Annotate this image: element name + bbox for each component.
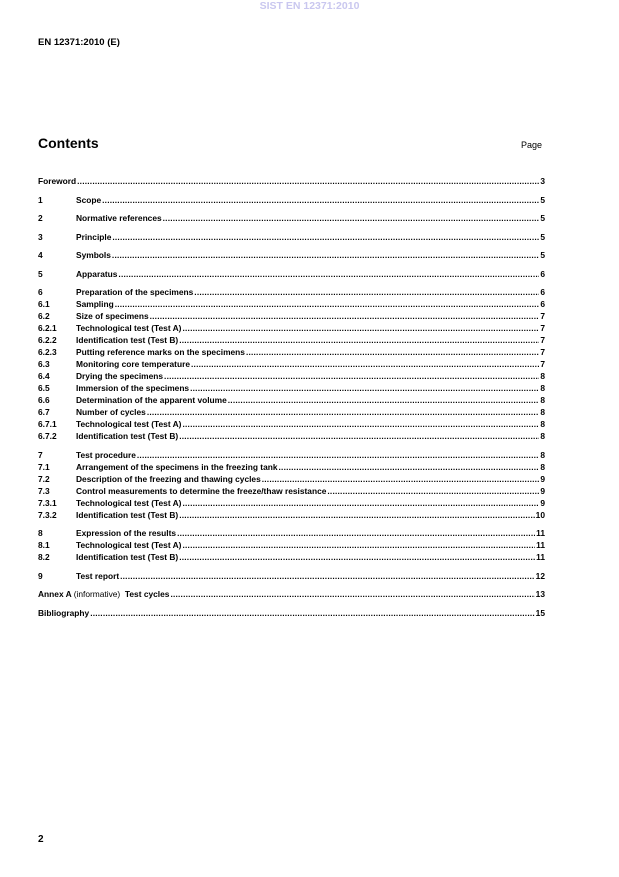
toc-entry-title: Foreword xyxy=(38,176,77,186)
toc-entry[interactable] xyxy=(38,298,545,310)
toc-entry-number: 7.3.2 xyxy=(38,509,57,520)
toc-entry-number: 6 xyxy=(38,287,43,297)
toc-entry[interactable] xyxy=(38,497,545,509)
toc-entry-title: Size of specimens xyxy=(76,311,149,321)
toc-entry-page: 10 xyxy=(535,509,545,520)
toc-entry-number: 6.3 xyxy=(38,359,50,369)
dot-leader xyxy=(120,570,535,582)
toc-entry-title: Test report xyxy=(76,570,120,581)
dot-leader xyxy=(262,473,540,485)
dot-leader xyxy=(170,588,534,600)
toc-entry[interactable] xyxy=(38,449,545,461)
toc-entry-number: 6.1 xyxy=(38,299,50,309)
dot-leader xyxy=(182,322,539,334)
dot-leader xyxy=(118,268,539,280)
table-of-contents xyxy=(38,175,545,625)
dot-leader xyxy=(279,461,540,473)
toc-entry-title: Identification test (Test B) xyxy=(76,335,179,345)
toc-entry[interactable] xyxy=(38,406,545,418)
toc-entry[interactable] xyxy=(38,527,545,539)
dot-leader xyxy=(90,607,534,619)
dot-leader xyxy=(179,509,534,521)
toc-entry[interactable] xyxy=(38,286,545,298)
watermark: SIST EN 12371:2010 xyxy=(259,0,360,12)
toc-entry[interactable] xyxy=(38,194,545,206)
toc-entry[interactable] xyxy=(38,212,545,224)
toc-entry-page: 13 xyxy=(535,589,545,599)
toc-entry-page: 7 xyxy=(540,335,545,345)
dot-leader xyxy=(112,249,539,261)
toc-entry[interactable] xyxy=(38,570,545,582)
toc-entry[interactable] xyxy=(38,418,545,430)
toc-entry-title: Description of the freezing and thawing cycles xyxy=(76,473,261,484)
toc-entry-page: 11 xyxy=(536,540,545,550)
toc-entry[interactable] xyxy=(38,346,545,358)
toc-entry-title: Technological test (Test A) xyxy=(76,497,182,508)
toc-entry-number: 7.3 xyxy=(38,485,50,496)
toc-entry-number: 6.4 xyxy=(38,371,50,381)
toc-entry-page: 8 xyxy=(540,461,545,472)
toc-entry-number: 3 xyxy=(38,231,43,242)
toc-entry-page: 12 xyxy=(535,570,545,581)
toc-entry[interactable] xyxy=(38,430,545,442)
toc-entry[interactable] xyxy=(38,382,545,394)
toc-entry-number: 1 xyxy=(38,194,43,205)
toc-entry-title: Determination of the apparent volume xyxy=(76,395,227,405)
dot-leader xyxy=(179,334,539,346)
toc-entry-page: 11 xyxy=(536,552,545,562)
toc-entry-title: Test procedure xyxy=(76,449,136,460)
toc-entry-title: Monitoring core temperature xyxy=(76,359,191,369)
dot-leader xyxy=(246,346,539,358)
dot-leader xyxy=(182,539,535,551)
toc-entry-number: 6.2.2 xyxy=(38,335,57,345)
toc-entry-number: 8.1 xyxy=(38,540,50,550)
toc-entry-page: 6 xyxy=(540,268,545,279)
toc-entry[interactable] xyxy=(38,175,545,187)
toc-entry-number: 7 xyxy=(38,449,43,460)
toc-group xyxy=(38,449,545,521)
toc-entry-number: 6.2.3 xyxy=(38,347,57,357)
toc-entry-number: 6.7 xyxy=(38,407,50,417)
toc-entry-title xyxy=(38,588,169,600)
toc-entry-title: Apparatus xyxy=(76,268,118,279)
toc-entry[interactable] xyxy=(38,607,545,619)
toc-entry-title: Identification test (Test B) xyxy=(76,552,179,562)
dot-leader xyxy=(147,406,540,418)
toc-entry-number: 6.2.1 xyxy=(38,323,57,333)
toc-entry-page: 7 xyxy=(540,323,545,333)
toc-entry-title: Control measurements to determine the freeze/thaw resistance xyxy=(76,485,327,496)
dot-leader xyxy=(327,485,539,497)
toc-group xyxy=(38,268,545,280)
toc-entry-title: Drying the specimens xyxy=(76,371,164,381)
toc-entry-page: 5 xyxy=(540,231,545,242)
toc-group xyxy=(38,527,545,563)
toc-entry-page: 9 xyxy=(540,497,545,508)
toc-entry-page: 8 xyxy=(540,383,545,393)
dot-leader xyxy=(182,497,539,509)
toc-entry-title: Scope xyxy=(76,194,102,205)
annex-subtitle: Test cycles xyxy=(124,589,170,599)
toc-entry-number: 6.5 xyxy=(38,383,50,393)
dot-leader xyxy=(164,370,539,382)
toc-entry[interactable] xyxy=(38,310,545,322)
dot-leader xyxy=(115,298,540,310)
toc-entry-page: 6 xyxy=(540,299,545,309)
toc-entry-page: 7 xyxy=(540,311,545,321)
toc-group xyxy=(38,607,545,619)
dot-leader xyxy=(190,382,539,394)
toc-entry-title: Bibliography xyxy=(38,607,90,618)
dot-leader xyxy=(179,430,539,442)
dot-leader xyxy=(228,394,540,406)
page-number: 2 xyxy=(38,834,44,845)
toc-entry-title: Identification test (Test B) xyxy=(76,431,179,441)
toc-entry-title: Sampling xyxy=(76,299,114,309)
toc-entry-title: Preparation of the specimens xyxy=(76,287,194,297)
toc-entry[interactable] xyxy=(38,509,545,521)
toc-entry-page: 8 xyxy=(540,431,545,441)
toc-group xyxy=(38,212,545,224)
toc-entry-number: 6.7.2 xyxy=(38,431,57,441)
toc-group xyxy=(38,286,545,442)
toc-entry-page: 8 xyxy=(540,407,545,417)
toc-entry-number: 7.2 xyxy=(38,473,50,484)
toc-entry[interactable] xyxy=(38,588,545,600)
toc-entry-page: 8 xyxy=(540,395,545,405)
toc-entry-page: 3 xyxy=(540,176,545,186)
toc-entry[interactable] xyxy=(38,334,545,346)
toc-entry-number: 6.7.1 xyxy=(38,419,57,429)
toc-entry[interactable] xyxy=(38,322,545,334)
dot-leader xyxy=(177,527,535,539)
toc-entry-page: 5 xyxy=(540,250,545,260)
dot-leader xyxy=(194,286,539,298)
toc-entry-number: 9 xyxy=(38,570,43,581)
toc-entry-page: 7 xyxy=(540,359,545,369)
toc-entry[interactable] xyxy=(38,358,545,370)
toc-entry-number: 8.2 xyxy=(38,552,50,562)
toc-entry-title: Symbols xyxy=(76,250,111,260)
toc-entry-title: Technological test (Test A) xyxy=(76,323,182,333)
toc-entry[interactable] xyxy=(38,370,545,382)
toc-entry-page: 15 xyxy=(535,607,545,618)
dot-leader xyxy=(102,194,539,206)
toc-group xyxy=(38,588,545,600)
toc-entry-number: 7.3.1 xyxy=(38,497,57,508)
toc-group xyxy=(38,231,545,243)
toc-entry-page: 7 xyxy=(540,347,545,357)
toc-entry-title: Immersion of the specimens xyxy=(76,383,190,393)
document-id: EN 12371:2010 (E) xyxy=(38,37,120,48)
toc-entry[interactable] xyxy=(38,249,545,261)
toc-entry-title: Putting reference marks on the specimens xyxy=(76,347,245,357)
toc-entry-title: Technological test (Test A) xyxy=(76,419,182,429)
toc-entry-number: 2 xyxy=(38,213,43,223)
toc-entry-title: Arrangement of the specimens in the freezing tank xyxy=(76,461,278,472)
toc-entry-page: 8 xyxy=(540,449,545,460)
toc-entry[interactable] xyxy=(38,268,545,280)
contents-heading: Contents xyxy=(38,135,99,151)
toc-entry-page: 9 xyxy=(540,485,545,496)
toc-entry-title: Technological test (Test A) xyxy=(76,540,182,550)
dot-leader xyxy=(191,358,539,370)
dot-leader xyxy=(163,212,540,224)
toc-entry-page: 9 xyxy=(540,473,545,484)
dot-leader xyxy=(182,418,539,430)
annex-label: Annex A xyxy=(38,589,72,599)
toc-entry[interactable] xyxy=(38,473,545,485)
toc-group xyxy=(38,570,545,582)
toc-entry-number: 7.1 xyxy=(38,461,50,472)
toc-entry[interactable] xyxy=(38,461,545,473)
dot-leader xyxy=(112,231,539,243)
toc-entry-page: 8 xyxy=(540,419,545,429)
dot-leader xyxy=(150,310,540,322)
toc-group xyxy=(38,194,545,206)
toc-entry-number: 6.2 xyxy=(38,311,50,321)
toc-entry-page: 6 xyxy=(540,287,545,297)
dot-leader xyxy=(137,449,539,461)
toc-entry[interactable] xyxy=(38,539,545,551)
toc-entry-number: 4 xyxy=(38,250,43,260)
toc-entry-page: 5 xyxy=(540,194,545,205)
dot-leader xyxy=(179,551,535,563)
toc-entry-page: 11 xyxy=(536,528,545,538)
toc-entry-title: Number of cycles xyxy=(76,407,146,417)
toc-group xyxy=(38,175,545,187)
toc-entry-number: 5 xyxy=(38,268,43,279)
toc-entry[interactable] xyxy=(38,551,545,563)
toc-entry-number: 6.6 xyxy=(38,395,50,405)
page-column-label: Page xyxy=(521,140,543,150)
toc-entry-title: Expression of the results xyxy=(76,528,177,538)
dot-leader xyxy=(77,175,539,187)
toc-entry-title: Identification test (Test B) xyxy=(76,509,179,520)
toc-entry-page: 8 xyxy=(540,371,545,381)
toc-entry[interactable] xyxy=(38,394,545,406)
toc-entry[interactable] xyxy=(38,485,545,497)
toc-entry-number: 8 xyxy=(38,528,43,538)
toc-entry-page: 5 xyxy=(540,213,545,223)
toc-group xyxy=(38,249,545,261)
toc-entry-title: Normative references xyxy=(76,213,162,223)
toc-entry[interactable] xyxy=(38,231,545,243)
toc-entry-title: Principle xyxy=(76,231,112,242)
annex-note: (informative) xyxy=(73,589,121,599)
